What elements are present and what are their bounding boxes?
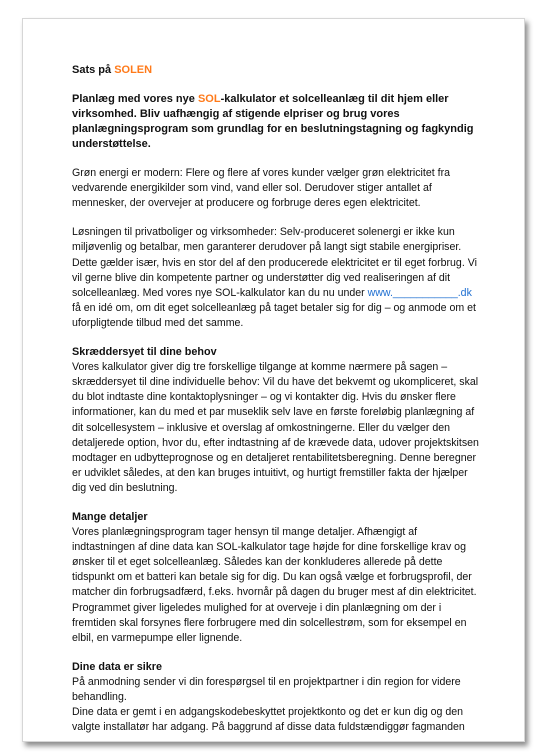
section-body: Vores kalkulator giver dig tre forskellige tilgange at komme nærmere på sagen – skræddersyet til dine individuelle behov: Vil du have det bekvemt og ukompliceret, skal du blot indtaste dine kontaktoplysninger – og vi kontakter dig. Hvis du ønsker flere informationer, kan du med et par museklik selv lave en første foreløbig planlægning af dit solcellesystem – inklusive et overslag af omkostningerne. Eller du vælger den detaljerede option, hvor du, efter indtastning af de krævede data, udover projektskitsen modtager en udbytteprognose og en detaljeret rentabilitetsberegning. Denne beregner er udviklet således, at den kan bruges intuitivt, og hurtigt fremstiller fakta der hjælper dig ved din beslutning.: [72, 361, 479, 494]
section-tailored: [72, 345, 482, 496]
section-heading: Mange detaljer: [72, 510, 148, 523]
document-title: Sats på SOLEN: [72, 64, 153, 76]
section-details: [72, 510, 482, 646]
section-data-safe: [72, 660, 482, 735]
document-content: [72, 63, 482, 742]
section-body: Vores planlægningsprogram tager hensyn til mange detaljer. Afhængigt af indtastningen af dine data kan SOL-kalkulator tage højde for dine forskellige krav og ønsker til et eget solcelleanlæg. Således kan der konkluderes allerede på dette tidspunkt om et batteri kan betale sig for dig. Du kan også vælge et forbrugsprofil, der matcher din forbrugsadfærd, f.eks. hvornår på dagen du bruger mest af din elektricitet. Programmet giver ligeledes mulighed for at overveje i din planlægning om der i fremtiden skal forsynes flere forbrugere med din solcellestrøm, som for eksempel en elbil, en varmepumpe eller lignende.: [72, 526, 477, 644]
section-body: På anmodning sender vi din forespørgsel til en projektpartner i din region for videre behandling.: [72, 675, 461, 703]
intro-accent: SOL: [197, 93, 221, 106]
paragraph-green-energy: Grøn energi er modern: Flere og flere af vores kunder vælger grøn elektricitet fra vedvarende energikilder som vind, vand eller sol. Derudover stiger antallet af mennesker, der overvejer at producere og forbruge deres egen elektricitet.: [72, 167, 450, 210]
section-heading: Skræddersyet til dine behov: [72, 346, 217, 359]
intro-paragraph: Planlæg med vores nye SOL-kalkulator et solcelleanlæg til dit hjem eller virksomhed. Bliv uafhængig af stigende elpriser og brug vores planlægningsprogram som grundlag for en beslutningstagning og fagkyndig understøttelse.: [72, 93, 474, 151]
title-accent: SOLEN: [114, 64, 153, 76]
section-heading: Dine data er sikre: [72, 660, 163, 673]
paragraph-solution: Løsningen til privatboliger og virksomheder: Selv-produceret solenergi er ikke kun miljøvenlig og betalbar, men garanterer derudover på langt sigt stabile energipriser. Dette gælder især, hvis en stor del af den producerede elektricitet er til eget forbrug. Vi vil gerne blive din kompetente partner og understøtter dig ved realiseringen af dit solcelleanlæg. Med vores nye SOL-kalkulator kan du nu under www.___________.dk få en idé om, om dit eget solcelleanlæg på taget betaler sig for dig – og anmode om et uforpligtende tilbud med det samme.: [72, 226, 477, 329]
website-link[interactable]: www.___________.dk: [367, 286, 472, 299]
section-body-continued: Dine data er gemt i en adgangskodebeskyttet projektkonto og det er kun dig og den valgte installatør har adgang. På baggrund af disse data fuldstændiggør fagmanden: [72, 706, 465, 734]
document-page: [22, 18, 525, 742]
